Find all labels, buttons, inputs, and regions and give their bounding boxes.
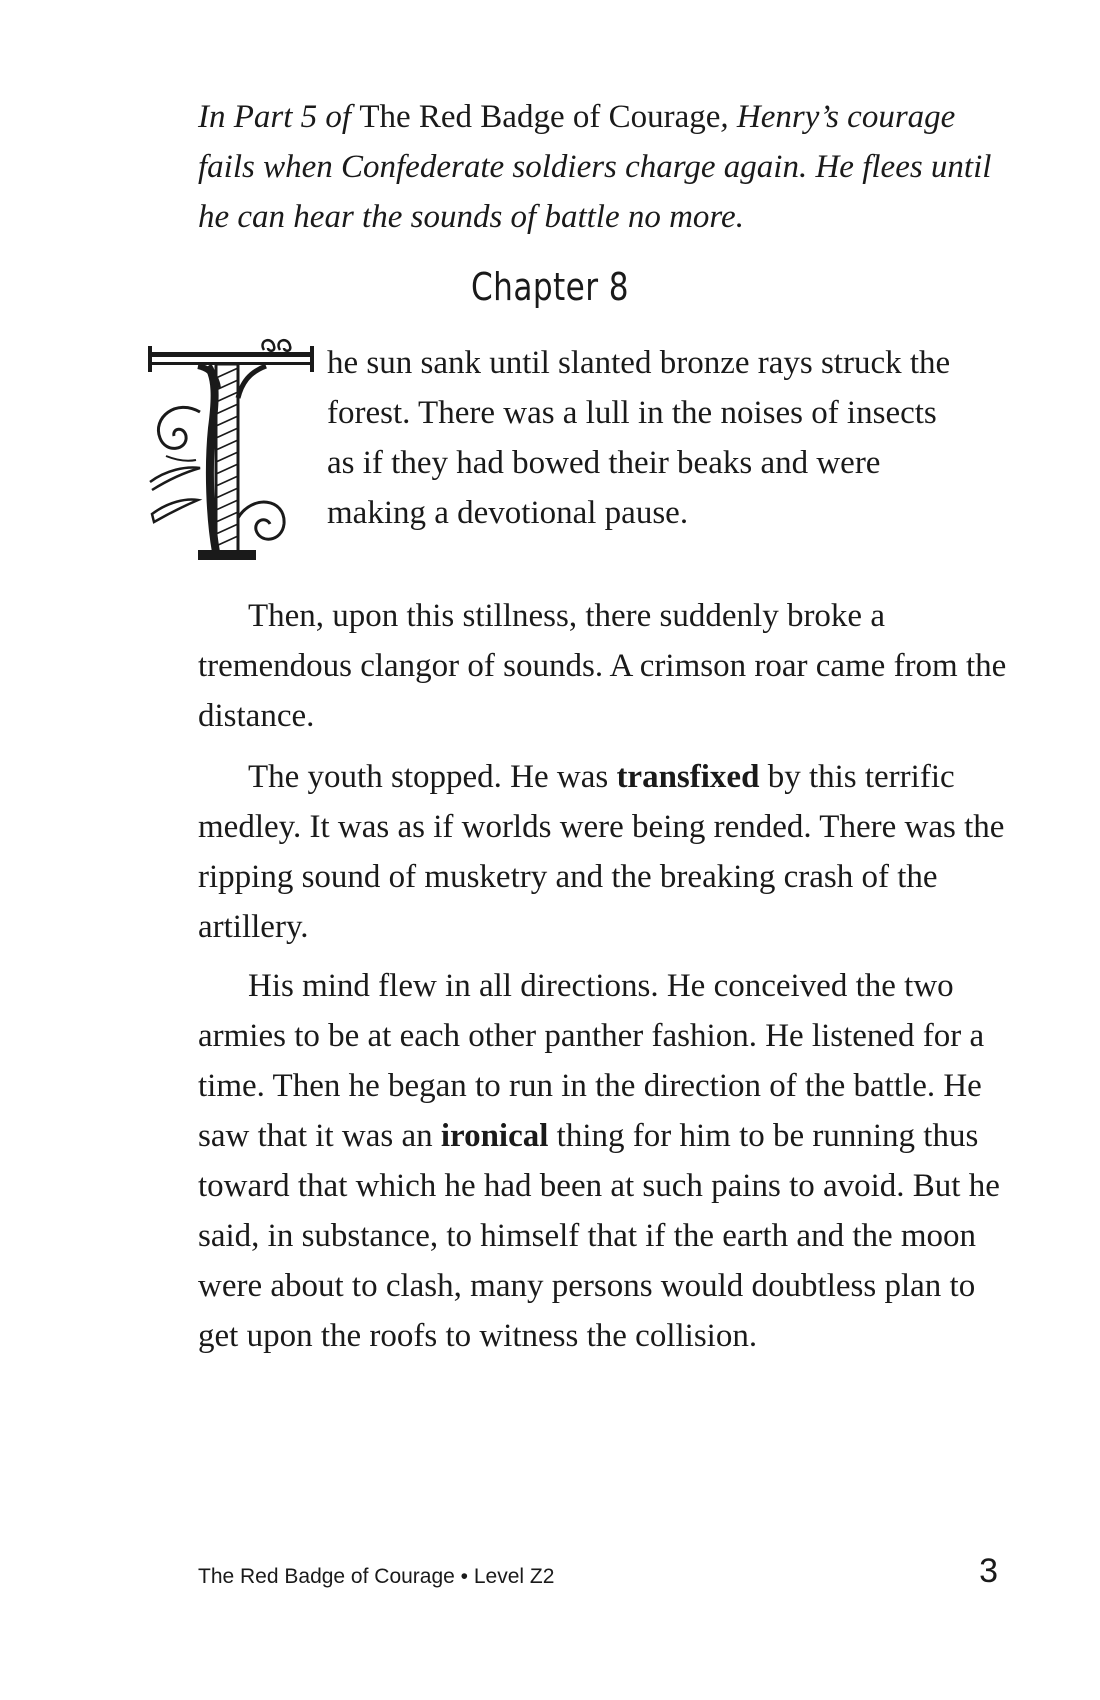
paragraph-4-before: His mind flew in all directions. He conceived the two armies to be at each other panther fashion. He listened for a time. Then he began to run in the direction of the battle. He saw that it was an <box>198 968 985 1154</box>
footer-book-title: The Red Badge of Courage • Level Z2 <box>198 1565 555 1588</box>
chapter-title: Chapter 8 <box>470 265 630 309</box>
paragraph-4 <box>198 961 1008 1361</box>
paragraph-2: Then, upon this stillness, there suddenly broke a tremendous clangor of sounds. A crimson roar came from the distance. <box>198 598 1007 734</box>
paragraph-1-text: he sun sank until slanted bronze rays struck the forest. There was a lull in the noises of insects as if they had bowed their beaks and were making a devotional pause. <box>327 345 951 531</box>
paragraph-4-after: thing for him to be running thus toward that which he had been at such pains to avoid. But he said, in substance, to himself that if the earth and the moon were about to clash, many persons would doubtless plan to get upon the roofs to witness the collision. <box>198 1118 1000 1354</box>
paragraph-3 <box>198 752 1008 952</box>
paragraph-1 <box>327 338 967 538</box>
paragraph-3-before: The youth stopped. He was <box>248 759 617 795</box>
intro-part-prefix: In Part 5 of <box>198 99 360 135</box>
intro-summary <box>198 92 1018 242</box>
intro-book-title: The Red Badge of Courage <box>359 99 721 135</box>
vocab-word-transfixed: transfixed <box>616 759 760 795</box>
page-number: 3 <box>979 1552 998 1590</box>
drop-cap-letter-t <box>146 338 322 574</box>
paragraph-3-after: by this terrific medley. It was as if worlds were being rended. There was the ripping sound of musketry and the breaking crash of the artillery. <box>198 759 1005 945</box>
intro-rest: , Henry’s courage fails when Confederate soldiers charge again. He flees until he can hear the sounds of battle no more. <box>198 99 992 235</box>
vocab-word-ironical: ironical <box>440 1118 549 1154</box>
